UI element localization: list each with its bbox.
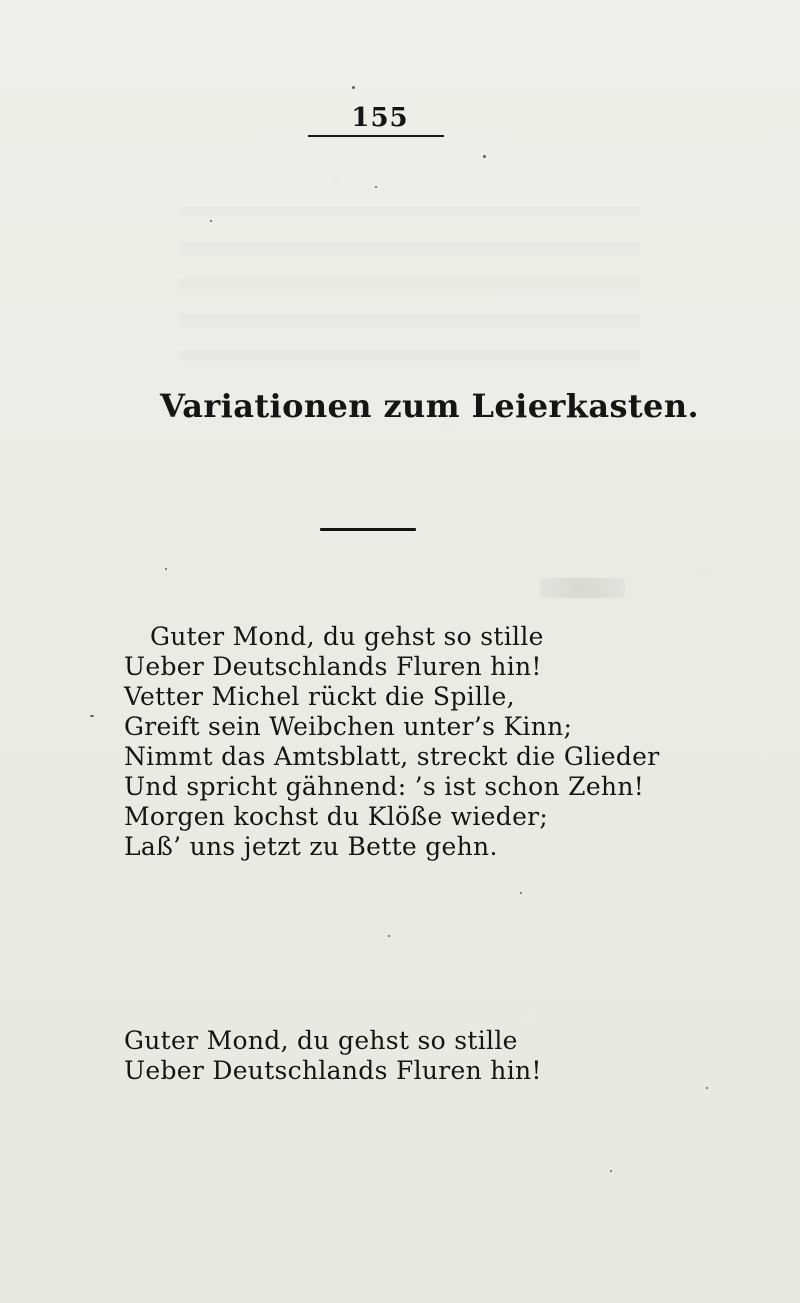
paper-speck <box>165 568 167 570</box>
poem-line: Vetter Michel rückt die Spille, <box>124 682 515 711</box>
paper-speck <box>375 186 377 188</box>
paper-speck <box>352 86 355 89</box>
bleed-through-text <box>180 188 640 378</box>
paper-speck <box>706 1087 708 1089</box>
page-number-rule <box>308 135 444 137</box>
paper-speck <box>520 892 522 894</box>
paper-speck <box>90 715 94 717</box>
poem-line: Und spricht gähnend: ’s ist schon Zehn! <box>124 772 645 801</box>
page-number: 155 <box>351 103 409 133</box>
poem-line: Ueber Deutschlands Fluren hin! <box>124 1056 542 1085</box>
poem-title: Variationen zum Leierkasten. <box>160 387 700 425</box>
stanza-1 <box>124 622 660 862</box>
stanza-2 <box>124 1026 542 1086</box>
title-rule <box>320 528 416 531</box>
poem-line: Laß’ uns jetzt zu Bette gehn. <box>124 832 498 861</box>
paper-speck <box>210 220 212 222</box>
bleed-through-fragment <box>540 578 625 598</box>
poem-line: Morgen kochst du Klöße wieder; <box>124 802 549 831</box>
paper-speck <box>483 155 486 158</box>
poem-line: Greift sein Weibchen unter’s Kinn; <box>124 712 573 741</box>
poem-line: Ueber Deutschlands Fluren hin! <box>124 652 542 681</box>
paper-speck <box>610 1170 612 1172</box>
poem-line: Guter Mond, du gehst so stille <box>124 1026 518 1055</box>
poem-line: Guter Mond, du gehst so stille <box>150 622 544 651</box>
paper-speck <box>388 935 390 937</box>
poem-line: Nimmt das Amtsblatt, streckt die Glieder <box>124 742 660 771</box>
